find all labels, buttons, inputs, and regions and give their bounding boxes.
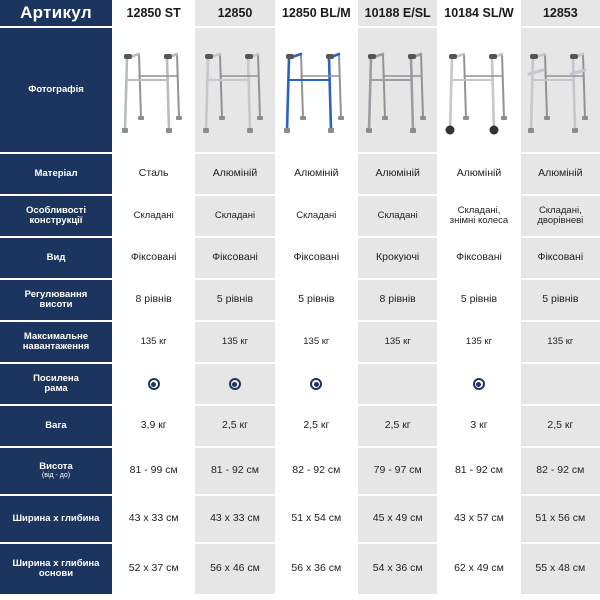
- photo-cell: [114, 28, 193, 152]
- base-size-cell: 56 x 46 см: [195, 544, 274, 594]
- photo-cell: [521, 28, 600, 152]
- reinforced-frame-cell: [114, 364, 193, 404]
- material-cell: Алюміній: [439, 154, 518, 194]
- max-load-cell: 135 кг: [195, 322, 274, 362]
- photo-cell: [195, 28, 274, 152]
- article-header: Артикул: [0, 0, 112, 26]
- max-load-cell: 135 кг: [114, 322, 193, 362]
- max-load-cell: 135 кг: [521, 322, 600, 362]
- reinforced-frame-cell: [439, 364, 518, 404]
- reinforced-frame-cell: [195, 364, 274, 404]
- max-load-cell: 135 кг: [439, 322, 518, 362]
- type-cell: Фіксовані: [521, 238, 600, 278]
- walker-walking-icon: [361, 40, 435, 140]
- reinforced-check-icon: [473, 378, 485, 390]
- row-label-height-adjustment: Регулювання висоти: [0, 280, 112, 320]
- weight-cell: 2,5 кг: [195, 406, 274, 446]
- features-cell: Складані: [195, 196, 274, 236]
- reinforced-frame-cell: [277, 364, 356, 404]
- height-adjustment-cell: 5 рівнів: [521, 280, 600, 320]
- reinforced-check-icon: [310, 378, 322, 390]
- height-adjustment-cell: 8 рівнів: [114, 280, 193, 320]
- reinforced-frame-cell: [358, 364, 437, 404]
- height-adjustment-cell: 8 рівнів: [358, 280, 437, 320]
- row-label-base-size: Ширина х глибина основи: [0, 544, 112, 594]
- height-cell: 81 - 92 см: [439, 448, 518, 494]
- height-cell: 82 - 92 см: [521, 448, 600, 494]
- base-size-cell: 62 x 49 см: [439, 544, 518, 594]
- features-cell: Складані: [114, 196, 193, 236]
- material-cell: Алюміній: [358, 154, 437, 194]
- height-adjustment-cell: 5 рівнів: [195, 280, 274, 320]
- row-label-max-load: Максимальне навантаження: [0, 322, 112, 362]
- reinforced-frame-cell: [521, 364, 600, 404]
- column-header: 12850 BL/M: [277, 0, 356, 26]
- weight-cell: 3 кг: [439, 406, 518, 446]
- size-cell: 43 x 33 см: [195, 496, 274, 542]
- material-cell: Алюміній: [195, 154, 274, 194]
- features-cell: Складані, дворівневі: [521, 196, 600, 236]
- walker-wheeled-icon: [442, 40, 516, 140]
- height-cell: 79 - 97 см: [358, 448, 437, 494]
- type-cell: Крокуючі: [358, 238, 437, 278]
- type-cell: Фіксовані: [277, 238, 356, 278]
- base-size-cell: 55 x 48 см: [521, 544, 600, 594]
- row-label-size: Ширина х глибина: [0, 496, 112, 542]
- height-cell: 81 - 99 см: [114, 448, 193, 494]
- row-label-photo: Фотографія: [0, 28, 112, 152]
- column-header: 10184 SL/W: [439, 0, 518, 26]
- photo-cell: [277, 28, 356, 152]
- reinforced-check-icon: [148, 378, 160, 390]
- base-size-cell: 52 x 37 см: [114, 544, 193, 594]
- column-header: 10188 E/SL: [358, 0, 437, 26]
- row-label-reinforced-frame: Посилена рама: [0, 364, 112, 404]
- column-header: 12850: [195, 0, 274, 26]
- size-cell: 43 x 57 см: [439, 496, 518, 542]
- row-label-weight: Вага: [0, 406, 112, 446]
- height-cell: 82 - 92 см: [277, 448, 356, 494]
- row-label-type: Вид: [0, 238, 112, 278]
- material-cell: Алюміній: [521, 154, 600, 194]
- max-load-cell: 135 кг: [358, 322, 437, 362]
- weight-cell: 2,5 кг: [277, 406, 356, 446]
- features-cell: Складані: [358, 196, 437, 236]
- height-adjustment-cell: 5 рівнів: [439, 280, 518, 320]
- type-cell: Фіксовані: [114, 238, 193, 278]
- height-adjustment-cell: 5 рівнів: [277, 280, 356, 320]
- row-label-features: Особливості конструкції: [0, 196, 112, 236]
- walker-blue-icon: [279, 40, 353, 140]
- base-size-cell: 54 x 36 см: [358, 544, 437, 594]
- size-cell: 51 x 54 см: [277, 496, 356, 542]
- base-size-cell: 56 x 36 см: [277, 544, 356, 594]
- size-cell: 51 x 56 см: [521, 496, 600, 542]
- photo-cell: [358, 28, 437, 152]
- type-cell: Фіксовані: [195, 238, 274, 278]
- type-cell: Фіксовані: [439, 238, 518, 278]
- weight-cell: 2,5 кг: [358, 406, 437, 446]
- size-cell: 45 x 49 см: [358, 496, 437, 542]
- features-cell: Складані: [277, 196, 356, 236]
- weight-cell: 2,5 кг: [521, 406, 600, 446]
- walker-two-level-icon: [523, 40, 597, 140]
- walker-steel-icon: [117, 40, 191, 140]
- height-cell: 81 - 92 см: [195, 448, 274, 494]
- weight-cell: 3,9 кг: [114, 406, 193, 446]
- size-cell: 43 x 33 см: [114, 496, 193, 542]
- max-load-cell: 135 кг: [277, 322, 356, 362]
- features-cell: Складані, знімні колеса: [439, 196, 518, 236]
- reinforced-check-icon: [229, 378, 241, 390]
- column-header: 12853: [521, 0, 600, 26]
- photo-cell: [439, 28, 518, 152]
- walker-aluminium-icon: [198, 40, 272, 140]
- material-cell: Сталь: [114, 154, 193, 194]
- column-header: 12850 ST: [114, 0, 193, 26]
- material-cell: Алюміній: [277, 154, 356, 194]
- row-label-material: Матеріал: [0, 154, 112, 194]
- row-label-height: Висота (від - до): [0, 448, 112, 494]
